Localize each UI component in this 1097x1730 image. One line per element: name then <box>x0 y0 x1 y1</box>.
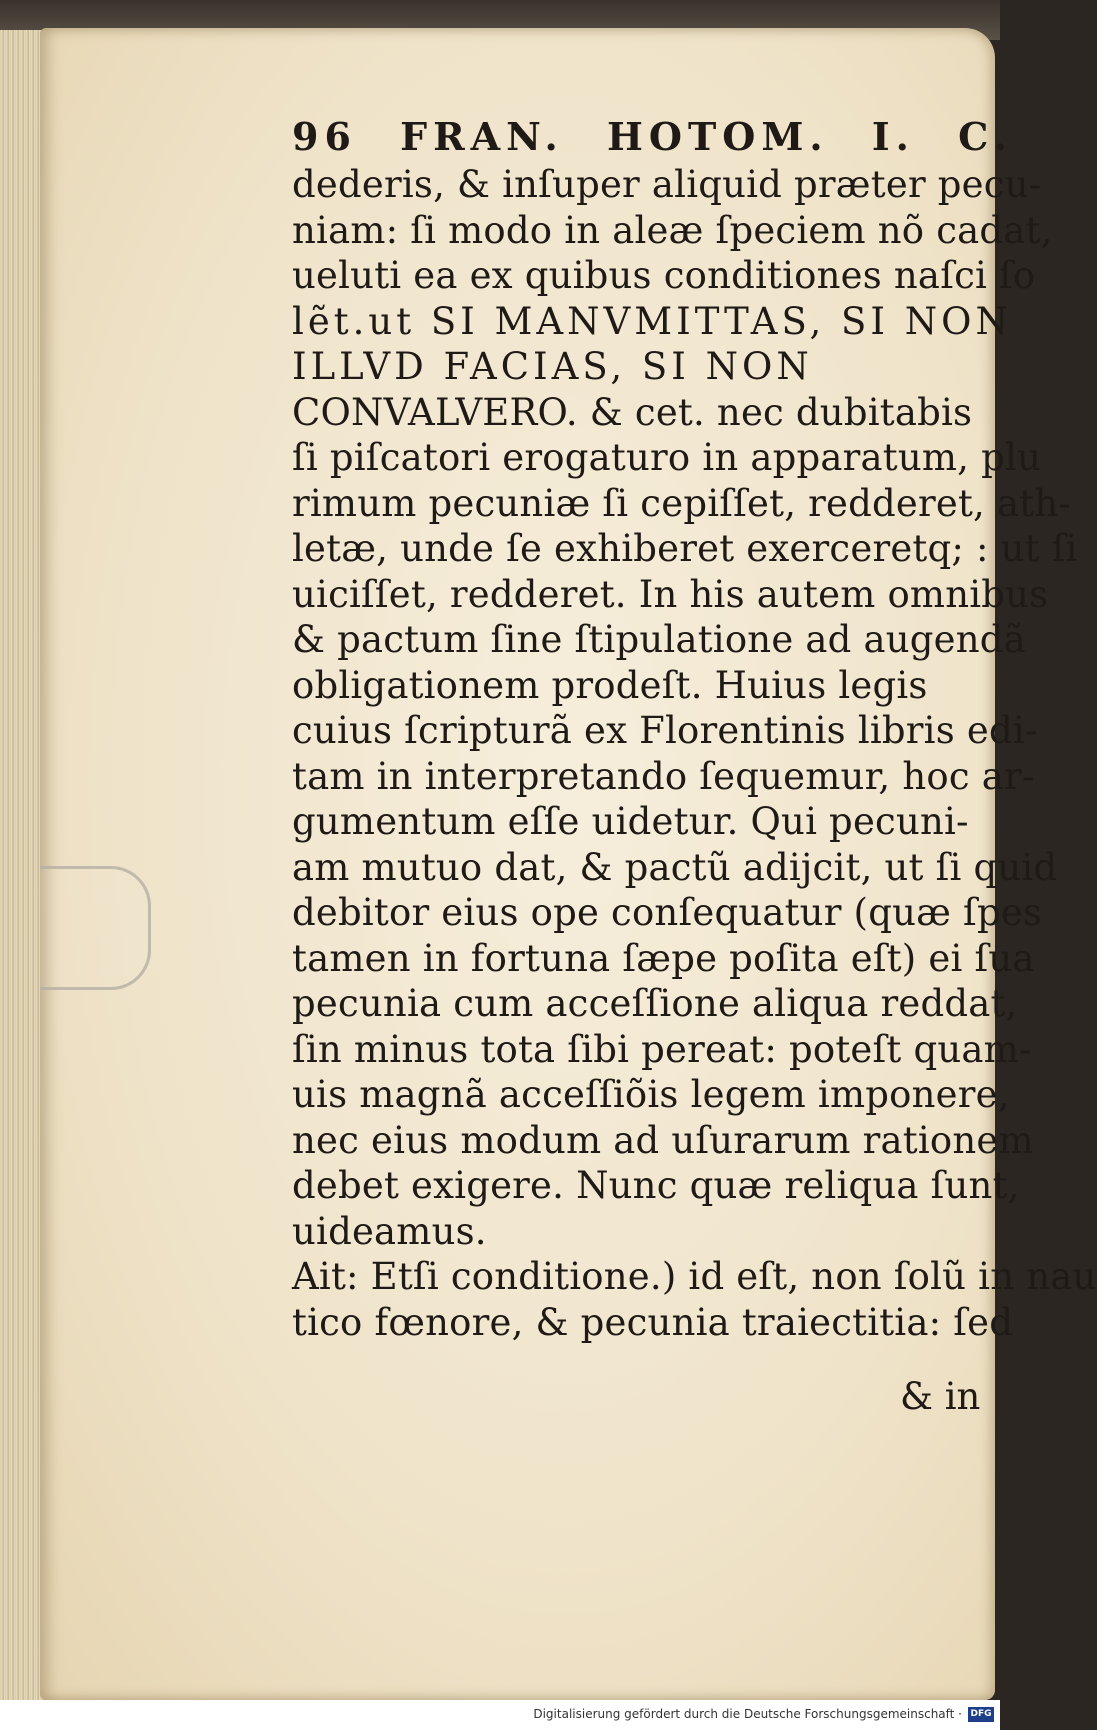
text-line: uis magnã acceſſiõis legem imponere, <box>292 1073 1010 1116</box>
text-line: tam in interpretando ſequemur, hoc ar- <box>292 754 1035 798</box>
running-header <box>292 112 1013 162</box>
running-title-word: I. <box>871 114 915 159</box>
text-line: lẽt.ut SI MANVMITTAS, SI NON <box>292 299 1012 343</box>
running-title-word: C. <box>958 114 1013 159</box>
dfg-logo: DFG <box>968 1707 994 1722</box>
running-title-word: HOTOM. <box>606 114 829 159</box>
text-line: & pactum ſine ſtipulatione ad augendã <box>292 618 1026 661</box>
text-line: ILLVD FACIAS, SI NON <box>292 345 813 388</box>
text-line: Ait: Etſi conditione.) id eſt, non ſolũ in nau <box>292 1255 1097 1298</box>
text-block <box>292 112 1097 1345</box>
text-line: debitor eius ope conſequatur (quæ ſpes <box>292 891 1043 934</box>
catchword: & in <box>900 1375 981 1418</box>
text-line: am mutuo dat, & pactũ adijcit, ut ſi quid <box>292 845 1058 889</box>
text-line: tico fœnore, & pecunia traiectitia: ſed <box>292 1300 1014 1344</box>
running-title-word: FRAN. <box>400 114 564 159</box>
text-line: rimum pecuniæ ſi cepiſſet, redderet, ath- <box>292 481 1072 525</box>
text-line: ueluti ea ex quibus conditiones naſci ſo <box>292 254 1036 297</box>
text-line: CONVALVERO. & cet. nec dubitabis <box>292 390 973 434</box>
page-number: 96 <box>292 114 357 159</box>
text-line: niam: ſi modo in aleæ ſpeciem nõ cadat, <box>292 208 1053 252</box>
text-line: uideamus. <box>292 1209 487 1253</box>
text-line: nec eius modum ad uſurarum rationem <box>292 1118 1034 1162</box>
digitization-footer <box>0 1700 1000 1730</box>
text-line: pecunia cum acceſſione aliqua reddat, <box>292 982 1018 1025</box>
text-line: uiciſſet, redderet. In his autem omnibus <box>292 572 1049 616</box>
page-stack-edge <box>0 30 45 1700</box>
text-line: ſin minus tota ſibi pereat: poteſt quam- <box>292 1027 1032 1071</box>
body-text <box>292 162 1097 1345</box>
text-line: letæ, unde ſe exhiberet exerceretq; : ut ſi <box>292 527 1078 570</box>
text-line: dederis, & inſuper aliquid præter pecu- <box>292 163 1042 206</box>
text-line: cuius ſcripturã ex Florentinis libris edi- <box>292 709 1038 752</box>
text-line: debet exigere. Nunc quæ reliqua ſunt, <box>292 1164 1020 1207</box>
text-line: gumentum eſſe uidetur. Qui pecuni- <box>292 800 969 843</box>
text-line: ſi piſcatori erogaturo in apparatum, plu <box>292 436 1042 479</box>
text-line: obligationem prodeſt. Huius legis <box>292 663 928 707</box>
footer-credit: Digitalisierung gefördert durch die Deutsche Forschungsgemeinschaft · <box>533 1707 962 1721</box>
page-clip <box>40 866 151 990</box>
text-line: tamen in fortuna ſæpe poſita eſt) ei ſua <box>292 936 1035 980</box>
